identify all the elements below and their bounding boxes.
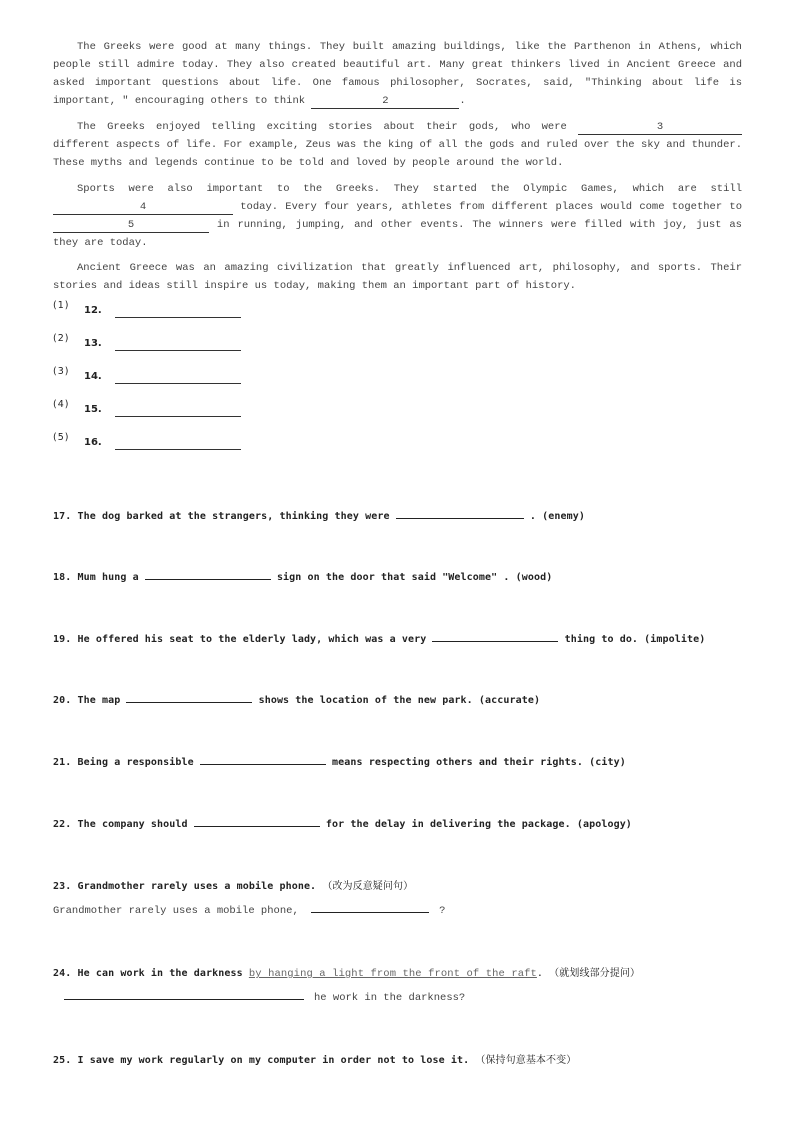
question-22 (53, 816, 632, 830)
question-text: 24. He can work in the darkness (53, 968, 243, 979)
question-blank[interactable] (432, 631, 558, 642)
paragraph-text: The Greeks enjoyed telling exciting stories about their gods, who were (77, 121, 567, 133)
answer-row (53, 399, 253, 424)
question-18 (53, 569, 552, 583)
paragraph-text: Ancient Greece was an amazing civilization that greatly influenced art, philosophy, and sports. Their stories and ideas still inspire us today, making them an important part of history. (53, 262, 742, 292)
question-blank[interactable] (145, 569, 271, 580)
passage-paragraph-3 (53, 180, 742, 252)
underlined-phrase: by hanging a light from the front of the raft (248, 968, 537, 980)
question-instruction: （就划线部分提问） (549, 968, 641, 979)
question-20 (53, 692, 540, 706)
question-blank[interactable] (126, 692, 252, 703)
question-text: sign on the door that said "Welcome" . (wood) (276, 572, 553, 583)
question-text: 25. I save my work regularly on my computer in order not to lose it. (53, 1055, 470, 1066)
question-blank[interactable] (311, 902, 429, 913)
question-text: . (536, 968, 544, 979)
answer-row (53, 300, 253, 325)
question-blank[interactable] (396, 508, 524, 519)
question-24-answer-line (64, 989, 465, 1004)
answer-number: 12. (84, 305, 102, 316)
paragraph-text: today. Every four years, athletes from different places would come together to (240, 201, 742, 213)
question-text: means respecting others and their rights. (city) (332, 757, 626, 768)
paragraph-text: The Greeks were good at many things. They built amazing buildings, like the Parthenon in Athens, which people still admire today. They also created beautiful art. Many great thinkers lived in Ancient Greece and asked important questions about life. One famous philosopher, Socrates, said, "Thinking about life is important, " encouraging others to think (53, 41, 742, 107)
question-text: . (enemy) (529, 511, 585, 522)
question-text: 23. Grandmother rarely uses a mobile phone. (53, 881, 317, 892)
question-text: 22. The company should (53, 819, 188, 830)
question-blank[interactable] (64, 989, 304, 1000)
answer-line[interactable] (115, 383, 241, 384)
question-text: for the delay in delivering the package. (apology) (325, 819, 632, 830)
question-19 (53, 631, 705, 645)
answer-index: (3) (53, 366, 70, 377)
question-23-answer-line (53, 902, 445, 917)
answer-line[interactable] (115, 449, 241, 450)
passage-blank-4[interactable]: 4 (53, 201, 233, 215)
question-text: thing to do. (impolite) (564, 634, 706, 645)
passage-paragraph-1 (53, 38, 742, 110)
answer-line[interactable] (115, 416, 241, 417)
answer-index: (1) (53, 300, 70, 311)
answer-number: 13. (84, 338, 102, 349)
passage-blank-3[interactable]: 3 (578, 121, 742, 135)
answer-number: 14. (84, 371, 102, 382)
question-blank[interactable] (200, 754, 326, 765)
answer-number: 16. (84, 437, 102, 448)
question-text: 21. Being a responsible (53, 757, 194, 768)
question-text: he work in the darkness? (314, 992, 466, 1004)
question-21 (53, 754, 626, 768)
question-25 (53, 1051, 576, 1066)
answer-line[interactable] (115, 350, 241, 351)
question-text: 17. The dog barked at the strangers, thinking they were (53, 511, 390, 522)
answer-row (53, 333, 253, 358)
answer-index: (2) (53, 333, 70, 344)
answer-index: (4) (53, 399, 70, 410)
question-instruction: （保持句意基本不变） (475, 1055, 577, 1066)
question-23 (53, 877, 413, 892)
question-text: 19. He offered his seat to the elderly lady, which was a very (53, 634, 427, 645)
question-24 (53, 964, 640, 980)
answer-index: (5) (53, 432, 70, 443)
passage-blank-2[interactable]: 2 (311, 95, 459, 109)
question-text: 20. The map (53, 695, 121, 706)
answer-number: 15. (84, 404, 102, 415)
answer-row (53, 366, 253, 391)
question-text: 18. Mum hung a (53, 572, 139, 583)
answer-line[interactable] (115, 317, 241, 318)
question-instruction: （改为反意疑问句） (322, 881, 414, 892)
question-text: Grandmother rarely uses a mobile phone, (53, 905, 299, 917)
question-blank[interactable] (194, 816, 320, 827)
question-text: shows the location of the new park. (accurate) (258, 695, 541, 706)
passage-blank-5[interactable]: 5 (53, 219, 209, 233)
question-text: ? (439, 905, 446, 917)
passage-paragraph-2 (53, 118, 742, 172)
paragraph-text: different aspects of life. For example, Zeus was the king of all the gods and ruled over the sky and thunder. These myths and legends continue to be told and loved by people around the world. (53, 139, 742, 169)
question-17 (53, 508, 585, 522)
paragraph-text: in running, jumping, and other events. The winners were filled with joy, just as they are today. (53, 219, 742, 249)
paragraph-text: . (459, 95, 466, 107)
answer-row (53, 432, 253, 457)
passage-paragraph-4 (53, 259, 742, 295)
paragraph-text: Sports were also important to the Greeks. They started the Olympic Games, which are still (77, 183, 742, 195)
